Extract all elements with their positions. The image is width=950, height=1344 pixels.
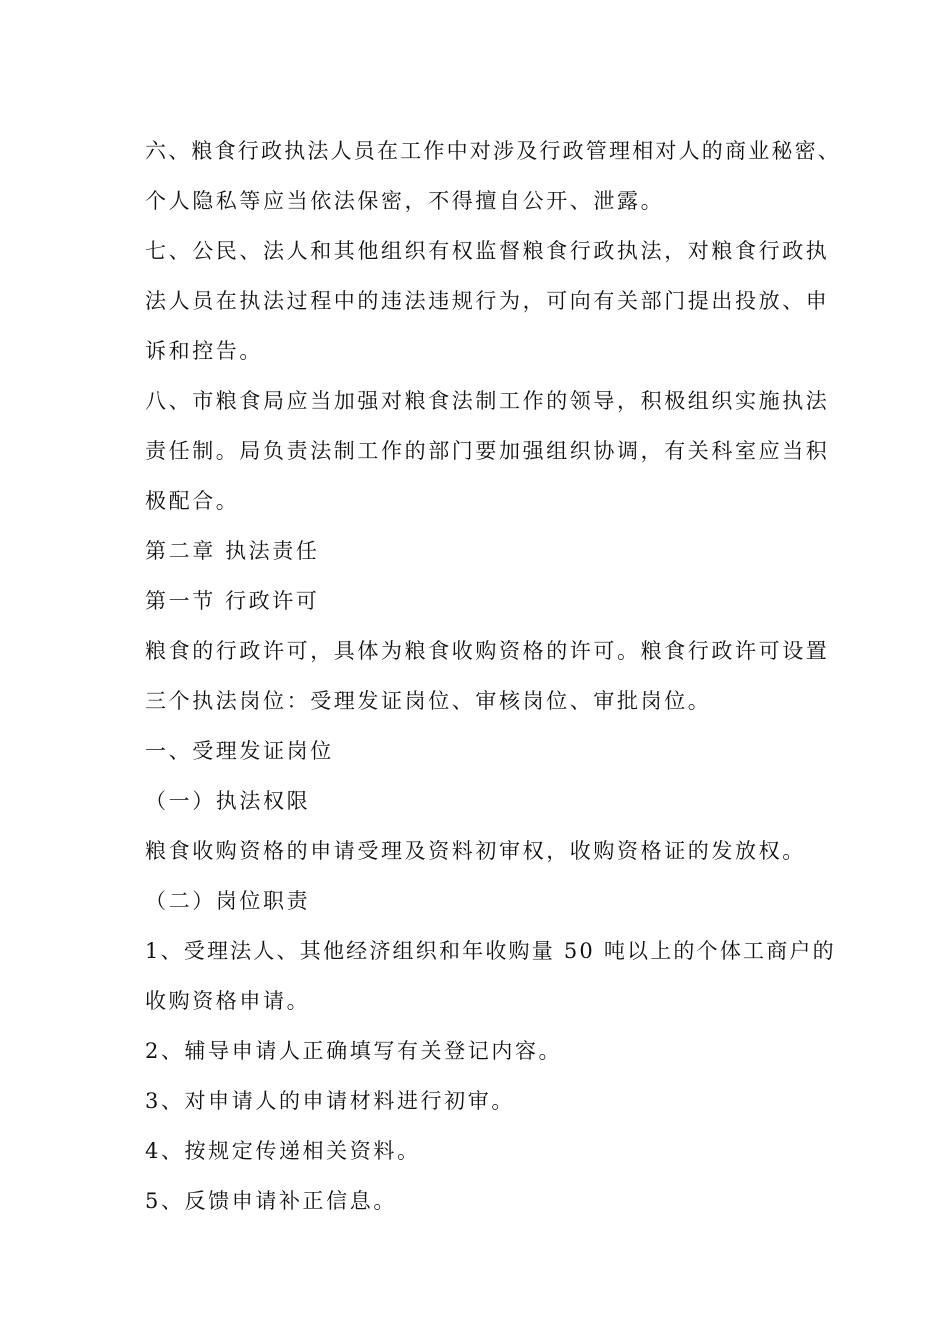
paragraph-line: 法人员在执法过程中的违法违规行为，可向有关部门提出投放、申 [145, 289, 830, 313]
paragraph-line: 三个执法岗位：受理发证岗位、审核岗位、审批岗位。 [145, 689, 712, 713]
subsection-heading: 一、受理发证岗位 [145, 739, 334, 763]
paragraph-line: 个人隐私等应当依法保密，不得擅自公开、泄露。 [145, 189, 665, 213]
paragraph-line: 极配合。 [145, 489, 240, 513]
list-item-line: 4、按规定传递相关资料。 [145, 1139, 421, 1163]
chapter-heading: 第二章 执法责任 [145, 539, 320, 563]
paragraph-line: 八、市粮食局应当加强对粮食法制工作的领导，积极组织实施执法 [145, 389, 830, 413]
paragraph-line: 粮食收购资格的申请受理及资料初审权，收购资格证的发放权。 [145, 839, 806, 863]
list-item-line: 3、对申请人的申请材料进行初审。 [145, 1089, 515, 1113]
list-item-line: 5、反馈申请补正信息。 [145, 1189, 397, 1213]
paragraph-line: 七、公民、法人和其他组织有权监督粮食行政执法，对粮食行政执 [145, 239, 830, 263]
paragraph-line: 粮食的行政许可，具体为粮食收购资格的许可。粮食行政许可设置 [145, 639, 830, 663]
paragraph-line: 责任制。局负责法制工作的部门要加强组织协调，有关科室应当积 [145, 439, 830, 463]
subsection-heading: （一）执法权限 [145, 789, 311, 813]
list-item-line: 1、受理法人、其他经济组织和年收购量 50 吨以上的个体工商户的 [145, 939, 836, 963]
paragraph-line: 六、粮食行政执法人员在工作中对涉及行政管理相对人的商业秘密、 [145, 139, 841, 163]
paragraph-line: 诉和控告。 [145, 339, 263, 363]
list-item-line: 2、辅导申请人正确填写有关登记内容。 [145, 1039, 563, 1063]
section-heading: 第一节 行政许可 [145, 589, 320, 613]
subsection-heading: （二）岗位职责 [145, 889, 311, 913]
list-item-line: 收购资格申请。 [145, 989, 311, 1013]
